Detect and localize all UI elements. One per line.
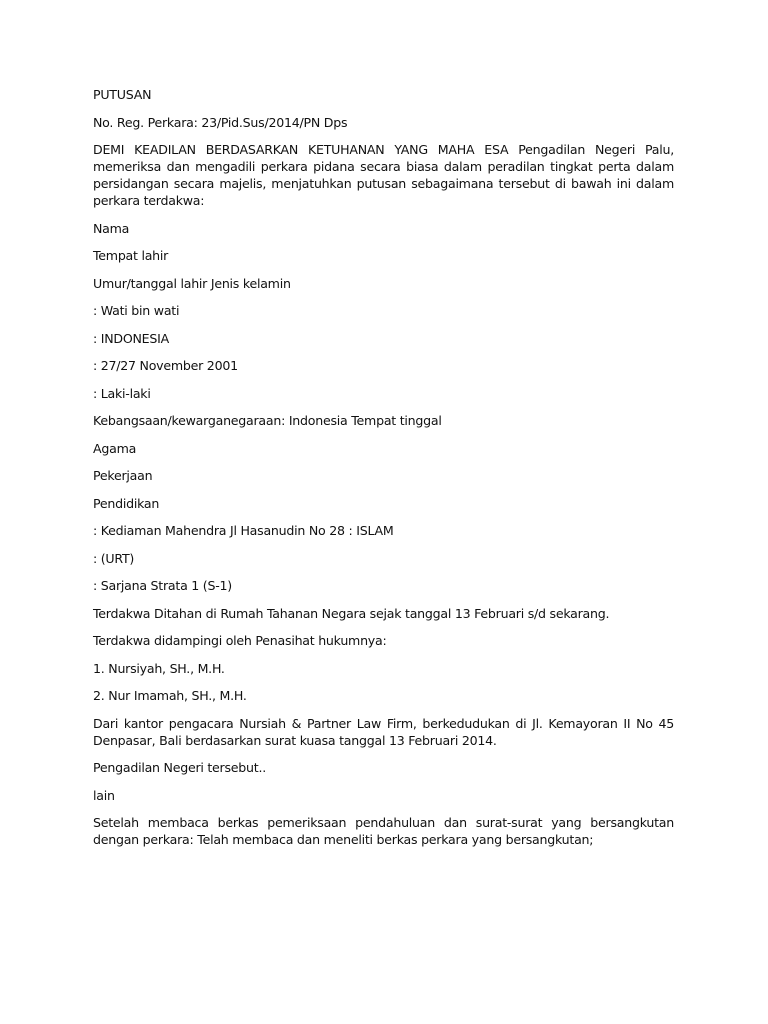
label-pendidikan: Pendidikan (93, 495, 160, 511)
value-nama: : Wati bin wati (93, 303, 180, 318)
label-agama: Agama (93, 440, 137, 456)
kebangsaan-line: Kebangsaan/kewarganegaraan: Indonesia Tempat tinggal (93, 413, 442, 428)
counsel-intro: Terdakwa didampingi oleh Penasihat hukumnya: (93, 633, 387, 648)
value-tempat-lahir: : INDONESIA (93, 330, 169, 346)
label-umur-jenis-kelamin: Umur/tanggal lahir Jenis kelamin (93, 275, 291, 291)
label-tempat-lahir: Tempat lahir (93, 248, 169, 263)
closing-paragraph: Setelah membaca berkas pemeriksaan pendahuluan dan surat-surat yang bersangkutan dengan perkara: Telah membaca dan meneliti berkas perkara yang bersangkutan; (93, 815, 674, 847)
doc-title: PUTUSAN (93, 87, 152, 102)
document-body (93, 86, 674, 859)
value-pekerjaan: : (URT) (93, 550, 135, 566)
counsel-item-2: 2. Nur Imamah, SH., M.H. (93, 688, 247, 703)
detention-statement: Terdakwa Ditahan di Rumah Tahanan Negara sejak tanggal 13 Februari s/d sekarang. (93, 605, 610, 621)
court-reference: Pengadilan Negeri tersebut.. (93, 760, 266, 775)
value-pendidikan: : Sarjana Strata 1 (S-1) (93, 578, 232, 593)
law-firm-paragraph: Dari kantor pengacara Nursiah & Partner Law Firm, berkedudukan di Jl. Kemayoran II No 45 Denpasar, Bali berdasarkan surat kuasa tanggal 13 Februari 2014. (93, 715, 674, 748)
label-nama: Nama (93, 220, 130, 236)
value-tempat-tinggal-agama: : Kediaman Mahendra Jl Hasanudin No 28 : ISLAM (93, 523, 394, 538)
opening-paragraph: DEMI KEADILAN BERDASARKAN KETUHANAN YANG MAHA ESA Pengadilan Negeri Palu, memeriksa dan mengadili perkara pidana secara biasa dalam peradilan tingkat perta dalam persidangan secara majelis, menjatuhkan putusan sebagaimana tersebut di bawah ini dalam perkara terdakwa: (93, 142, 674, 208)
counsel-item-1: 1. Nursiyah, SH., M.H. (93, 660, 225, 676)
case-number: No. Reg. Perkara: 23/Pid.Sus/2014/PN Dps (93, 114, 348, 130)
fragment-lain: lain (93, 787, 115, 803)
label-pekerjaan: Pekerjaan (93, 468, 153, 483)
value-jenis-kelamin: : Laki-laki (93, 385, 151, 401)
value-tanggal-lahir: : 27/27 November 2001 (93, 358, 238, 373)
